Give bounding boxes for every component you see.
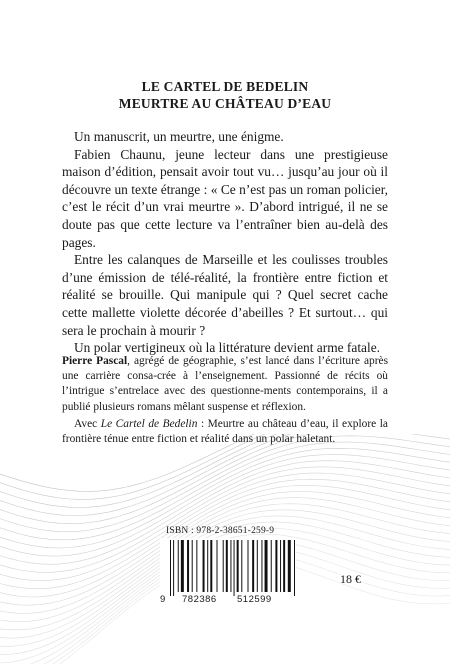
book-summary-paragraph: [62, 417, 388, 447]
book-summary-text: : Meurtre au château d’eau, il explore la frontière ténue entre fiction et réalité dans un polar haletant.: [62, 417, 388, 446]
barcode-digit-first: 9: [160, 594, 166, 605]
synopsis-paragraph: Un polar vertigineux où la littérature devient arme fatale.: [74, 340, 380, 356]
book-title-italic: Le Cartel de Bedelin: [100, 417, 198, 430]
title-line-1: LE CARTEL DE BEDELIN: [141, 79, 309, 94]
barcode-group-right: 512599: [237, 594, 272, 605]
book-title: [0, 78, 450, 112]
barcode-group-left: 782386: [182, 594, 217, 605]
barcode: [160, 538, 296, 608]
book-summary-prefix: Avec: [74, 417, 101, 430]
author-name: Pierre Pascal: [62, 355, 128, 367]
price: 18 €: [340, 572, 361, 586]
author-bio-text: , agrégé de géographie, s’est lancé dans l’écriture après une carrière consa-crée à l’enseignement. Passionné de récits où l’intrigue s’entrelace avec des questionne-ments contemporains, il a publié plusieurs romans mêlant suspense et réflexion.: [62, 355, 388, 413]
synopsis-paragraph: Un manuscrit, un meurtre, une énigme.: [74, 129, 284, 144]
author-bio-paragraph: [62, 354, 388, 415]
book-synopsis: [62, 128, 388, 357]
barcode-bars: [160, 538, 296, 608]
synopsis-paragraph: Entre les calanques de Marseille et les coulisses troubles d’une émission de télé-réalité, la frontière entre fiction et réalité se brouille. Qui manipule qui ? Quel secret cache cette mallette violette décorée d’abeilles ? Et surtout… qui sera le prochain à mourir ?: [62, 252, 388, 338]
title-line-2: MEURTRE AU CHÂTEAU D’EAU: [118, 96, 332, 111]
author-bio: [62, 354, 388, 447]
isbn-label: ISBN : 978-2-38651-259-9: [166, 526, 275, 536]
synopsis-paragraph: Fabien Chaunu, jeune lecteur dans une prestigieuse maison d’édition, pensait avoir tout vu… jusqu’au jour où il découvre un texte étrange : « Ce n’est pas un roman policier, c’est le récit d’un vrai meurtre ». D’abord intrigué, il ne se doute pas que cette lecture va l’entraîner bien au-delà des pages.: [62, 146, 388, 250]
